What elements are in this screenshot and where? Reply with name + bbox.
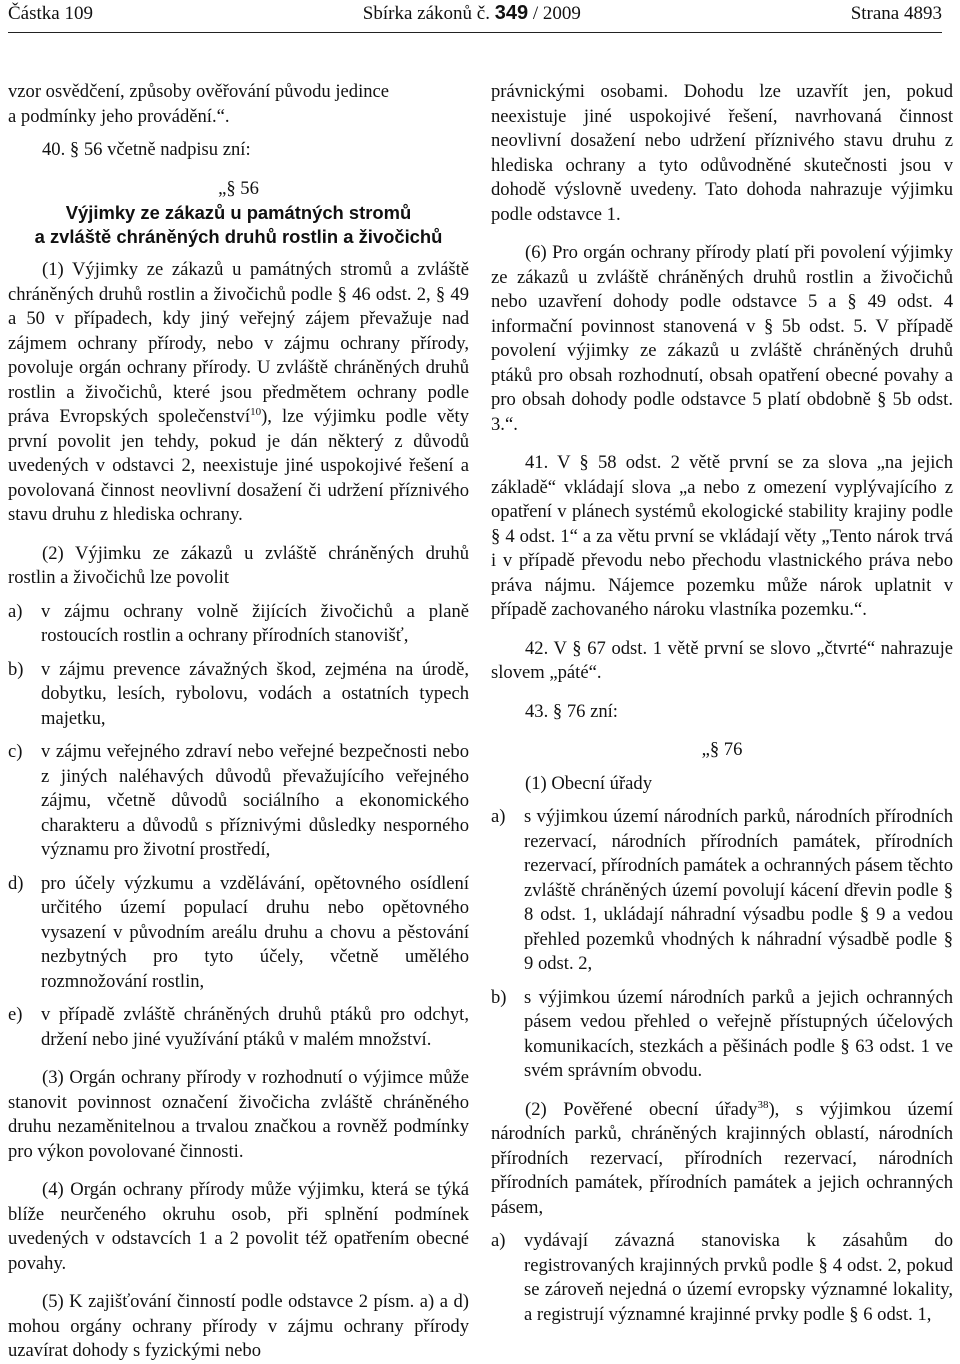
point-43: 43. § 76 zní: — [525, 700, 618, 722]
paragraph-2-text-a: (2) Pověřené obecní úřady — [525, 1098, 758, 1120]
header-part: Částka 109 — [8, 3, 93, 24]
paragraph-3: (3) Orgán ochrany přírody v rozhodnutí o výjimce může stanovit povinnost označení živočicha zvláště chráněného druhu nezaměnitelnou a trvalou značkou a rovněž podmínky pro výkon povolované činnosti. — [8, 1067, 469, 1162]
paragraph-6: (6) Pro orgán ochrany přírody platí při povolení výjimky ze zákazů u zvláště chráněných druhů rostlin a živočichů nebo uzavření dohody podle odstavce 5 a § 49 odst. 4 informační povinnost stanovená v § 5b odst. 5. V případě povolení výjimky ze zákazů u zvláště chráněných druhů ptáků pro obsah rozhodnutí, obsah opatření obecné povahy a pro obsah dohody podle odstavce 5 platí obdobně § 5b odst. 3.“. — [491, 242, 953, 435]
header-collection — [363, 2, 581, 25]
left-column — [8, 80, 469, 1364]
paragraph-5-continuation: právnickými osobami. Dohodu lze uzavřít jen, pokud neexistuje jiné uspokojivé řešení, navrhovaná činnost neovlivní dosažení nebo udržení příznivého stavu druhu z hlediska ochrany a tyto odůvodněné skutečnosti jsou v dohodě výslovně uvedeny. Tato dohoda nahrazuje výjimku podle odstavce 1. — [491, 81, 953, 225]
header-page: Strana 4893 — [850, 3, 942, 24]
item-text: s výjimkou území národních parků, národních přírodních rezervací, národních přírodních památek, přírodních rezervací, přírodních památek a ochranných pásem těchto zvláště chráněných území povolují kácení dřevin podle § 8 odst. 1, ukládají náhradní výsadbu podle § 9 a vedou přehled pozemků vhodných k náhradní výsadbě podle § 9 odst. 2, — [524, 806, 953, 974]
list-item — [491, 805, 953, 977]
footnote-ref-10: 10 — [250, 405, 262, 418]
point-41: 41. V § 58 odst. 2 větě první se za slova „na jejich základě“ vkládají slova „a nebo z omezení vyplývajícího z opatření v plánech systémů ekologické stability krajiny podle § 4 odst. 1“ a za větu první se vkládají věty „Tento nárok trvá i v případě převodu nebo přechodu vlastnického práva nebo práva nájmu. Nájemce pozemku může nárok uplatnit v případě zachovaného nároku vlastníka pozemku.“. — [491, 452, 953, 620]
header-year: / 2009 — [532, 3, 581, 24]
page-header — [8, 2, 942, 33]
item-label: e) — [8, 1004, 23, 1025]
item-label: d) — [8, 872, 24, 894]
intro-line-2: a podmínky jeho provádění.“. — [8, 105, 230, 127]
list-item — [8, 872, 469, 995]
section-56-title-1: Výjimky ze zákazů u památných stromů — [65, 202, 412, 223]
paragraph-1-text-a: (1) Výjimky ze zákazů u památných stromů a zvláště chráněných druhů rostlin a živočichů podle § 46 odst. 2, § 49 a 50 v případech, kdy jiný veřejný zájem převažuje nad zájmem ochrany přírody, nebo v zájmu ochrany přírody, povoluje orgán ochrany přírody. U zvláště chráněných druhů rostlin a živočichů, které jsou předmětem ochrany podle práva Evropských společenství — [8, 259, 469, 427]
list-item — [491, 1229, 953, 1327]
paragraph-5: (5) K zajišťování činností podle odstavce 2 písm. a) a d) mohou orgány ochrany přírody v zájmu ochrany přírody uzavírat dohody s fyzickými nebo — [8, 1291, 469, 1361]
item-text: s výjimkou území národních parků a jejich ochranných pásem vedou přehled o veřejně přístupných účelových komunikacích, stezkách a pěšinách podle § 63 odst. 1 ve svém správním obvodu. — [524, 986, 953, 1081]
right-column — [491, 80, 953, 1327]
header-collection-prefix: Sbírka zákonů č. — [362, 3, 490, 24]
section-56-heading: „§ 56 — [218, 177, 259, 199]
item-label: c) — [8, 741, 23, 762]
list-item — [8, 600, 469, 649]
paragraph-1 — [8, 258, 469, 528]
item-label: a) — [8, 600, 23, 622]
list-item — [491, 986, 953, 1084]
section-56-title-2: a zvláště chráněných druhů rostlin a živočichů — [34, 226, 443, 247]
section-76-heading: „§ 76 — [701, 739, 743, 760]
header-number: 349 — [494, 2, 529, 24]
intro-line-1: vzor osvědčení, způsoby ověřování původu jedince — [8, 81, 390, 102]
point-42: 42. V § 67 odst. 1 větě první se slovo „čtvrté“ nahrazuje slovem „páté“. — [491, 637, 953, 683]
item-text: v zájmu ochrany volně žijících živočichů a planě rostoucích rostlin a ochrany přírodních stanovišť, — [41, 600, 469, 646]
item-label: a) — [491, 1230, 506, 1251]
paragraph-1-text-b: ), lze výjimku podle věty první povolit jen tehdy, pokud je dán některý z důvodů uvedených v odstavci 2, neexistuje jiné uspokojivé řešení a povolovaná činnost neovlivní dosažení či udržení příznivého stavu druhu z hlediska ochrany. — [8, 406, 469, 525]
point-40: 40. § 56 včetně nadpisu zní: — [42, 139, 251, 160]
list-item — [8, 1003, 469, 1052]
item-text: v zájmu prevence závažných škod, zejména na úrodě, dobytku, lesích, rybolovu, vodách a ostatních typech majetku, — [41, 658, 469, 729]
paragraph-4: (4) Orgán ochrany přírody může výjimku, která se týká blíže neurčeného okruhu osob, při splnění podmínek uvedených v odstavcích 1 a 2 povolit též opatřením obecné povahy. — [8, 1179, 469, 1274]
paragraph-2: (2) Výjimku ze zákazů u zvláště chráněných druhů rostlin a živočichů lze povolit — [8, 542, 469, 588]
item-text: vydávají závazná stanoviska k zásahům do registrovaných krajinných prvků podle § 4 odst. 2, pokud se zároveň nejedná o území evropsky významné lokality, a registrují významné krajinné prvky podle § 6 odst. 1, — [524, 1230, 953, 1325]
item-text: pro účely výzkumu a vzdělávání, opětovného osídlení určitého území populací druhu nebo opětovného vysazení v původním areálu druhu a chovu a pěstování nezbytných pro tyto účely, včetně umělého rozmnožování rostlin, — [41, 872, 469, 992]
item-label: b) — [8, 658, 24, 680]
section-76-paragraph-1: (1) Obecní úřady — [525, 772, 653, 794]
item-label: b) — [491, 986, 507, 1008]
section-76-paragraph-2 — [491, 1098, 953, 1221]
item-text: v zájmu veřejného zdraví nebo veřejné bezpečnosti nebo z jiných naléhavých důvodů převažujícího veřejného zájmu, včetně důvodů sociálního a ekonomického charakteru a důvodů s příznivými důsledky nesporného významu pro životní prostředí, — [41, 741, 469, 860]
list-item — [8, 740, 469, 863]
list-item — [8, 658, 469, 732]
item-text: v případě zvláště chráněných druhů ptáků pro odchyt, držení nebo jiné využívání ptáků v malém množství. — [41, 1004, 469, 1050]
paragraph-2-text-b: ), s výjimkou území národních parků, chráněných krajinných oblastí, národních přírodních rezervací, přírodních rezervací, národních přírodních památek, přírodních památek a jejich ochranných pásem, — [491, 1098, 953, 1218]
item-label: a) — [491, 806, 506, 827]
footnote-ref-38: 38 — [757, 1098, 769, 1111]
